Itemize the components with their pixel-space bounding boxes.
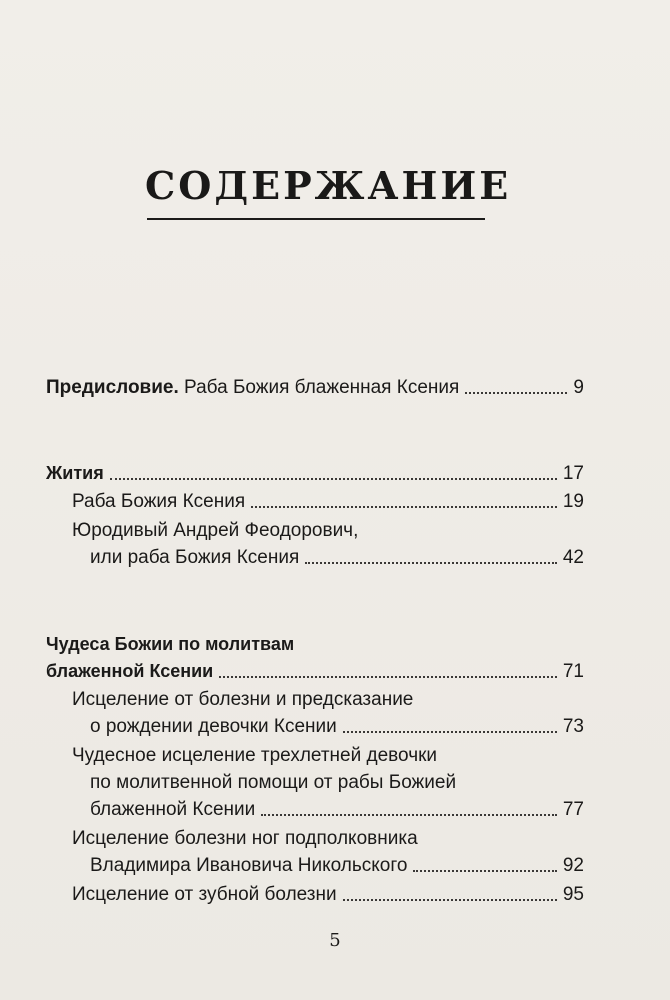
- toc-entry-preface-lead: Предисловие.: [46, 377, 179, 398]
- toc-page-number: 17: [562, 463, 584, 484]
- dot-leader: [219, 676, 557, 678]
- toc-entry-m1-line1: [72, 687, 584, 713]
- toc-section-title: Чудеса Божии по молитвам: [46, 634, 295, 654]
- toc-entry-miracles-line2: [46, 658, 584, 685]
- toc-entry-title: Исцеление от болезни и предсказание: [72, 689, 414, 710]
- toc-entry-lives-2-line1: [72, 518, 584, 544]
- toc-entry-lives-1: [72, 489, 584, 515]
- toc-page-number: 71: [562, 661, 584, 682]
- toc-entry-title: Исцеление от зубной болезни: [72, 884, 337, 905]
- dot-leader: [251, 506, 557, 508]
- toc-entry-title: Исцеление болезни ног подполковника: [72, 828, 418, 849]
- dot-leader: [343, 731, 557, 733]
- toc-entry-title: Юродивый Андрей Феодорович,: [72, 520, 359, 541]
- toc-entry-title: Чудесное исцеление трехлетней девочки: [72, 745, 438, 766]
- page-title: СОДЕРЖАНИЕ: [145, 163, 512, 208]
- toc-page-number: 19: [562, 491, 584, 512]
- toc-entry-m3-line2: [90, 853, 584, 879]
- toc-page-number: 92: [562, 855, 584, 876]
- dot-leader: [261, 814, 557, 816]
- toc-page-number: 73: [562, 716, 584, 737]
- toc-entry-lives: [46, 460, 584, 487]
- dot-leader: [343, 899, 557, 901]
- toc-entry-title: Раба Божия Ксения: [72, 491, 246, 512]
- toc-entry-title: блаженной Ксении: [90, 799, 256, 820]
- toc-entry-m2-line1: [72, 743, 584, 769]
- toc-entry-preface-title: Раба Божия блаженная Ксения: [178, 377, 460, 398]
- dot-leader: [465, 392, 567, 394]
- toc-section-title: Жития: [46, 463, 104, 483]
- toc-entry-m3-line1: [72, 826, 584, 852]
- toc-entry-title: Владимира Ивановича Никольского: [90, 855, 408, 876]
- dot-leader: [413, 870, 556, 872]
- toc-entry-m2-line2: [90, 770, 584, 796]
- toc-page-number: 95: [562, 884, 584, 905]
- page-number: 5: [329, 930, 341, 951]
- toc-section-title: блаженной Ксении: [46, 661, 214, 681]
- toc-entry-title: или раба Божия Ксения: [90, 547, 300, 568]
- dot-leader: [110, 478, 557, 480]
- toc-page-number: 9: [573, 377, 584, 398]
- toc-entry-m4: [72, 882, 584, 908]
- toc-entry-miracles-line1: [46, 631, 584, 657]
- toc-entry-lives-2-line2: [90, 545, 584, 571]
- dot-leader: [305, 562, 557, 564]
- toc-entry-title: по молитвенной помощи от рабы Божией: [90, 772, 457, 793]
- toc-page-number: 77: [562, 799, 584, 820]
- toc-entry-preface: [46, 375, 584, 401]
- toc-entry-title: о рождении девочки Ксении: [90, 716, 337, 737]
- toc-page-number: 42: [562, 547, 584, 568]
- toc-entry-m1-line2: [90, 714, 584, 740]
- toc-entry-m2-line3: [90, 797, 584, 823]
